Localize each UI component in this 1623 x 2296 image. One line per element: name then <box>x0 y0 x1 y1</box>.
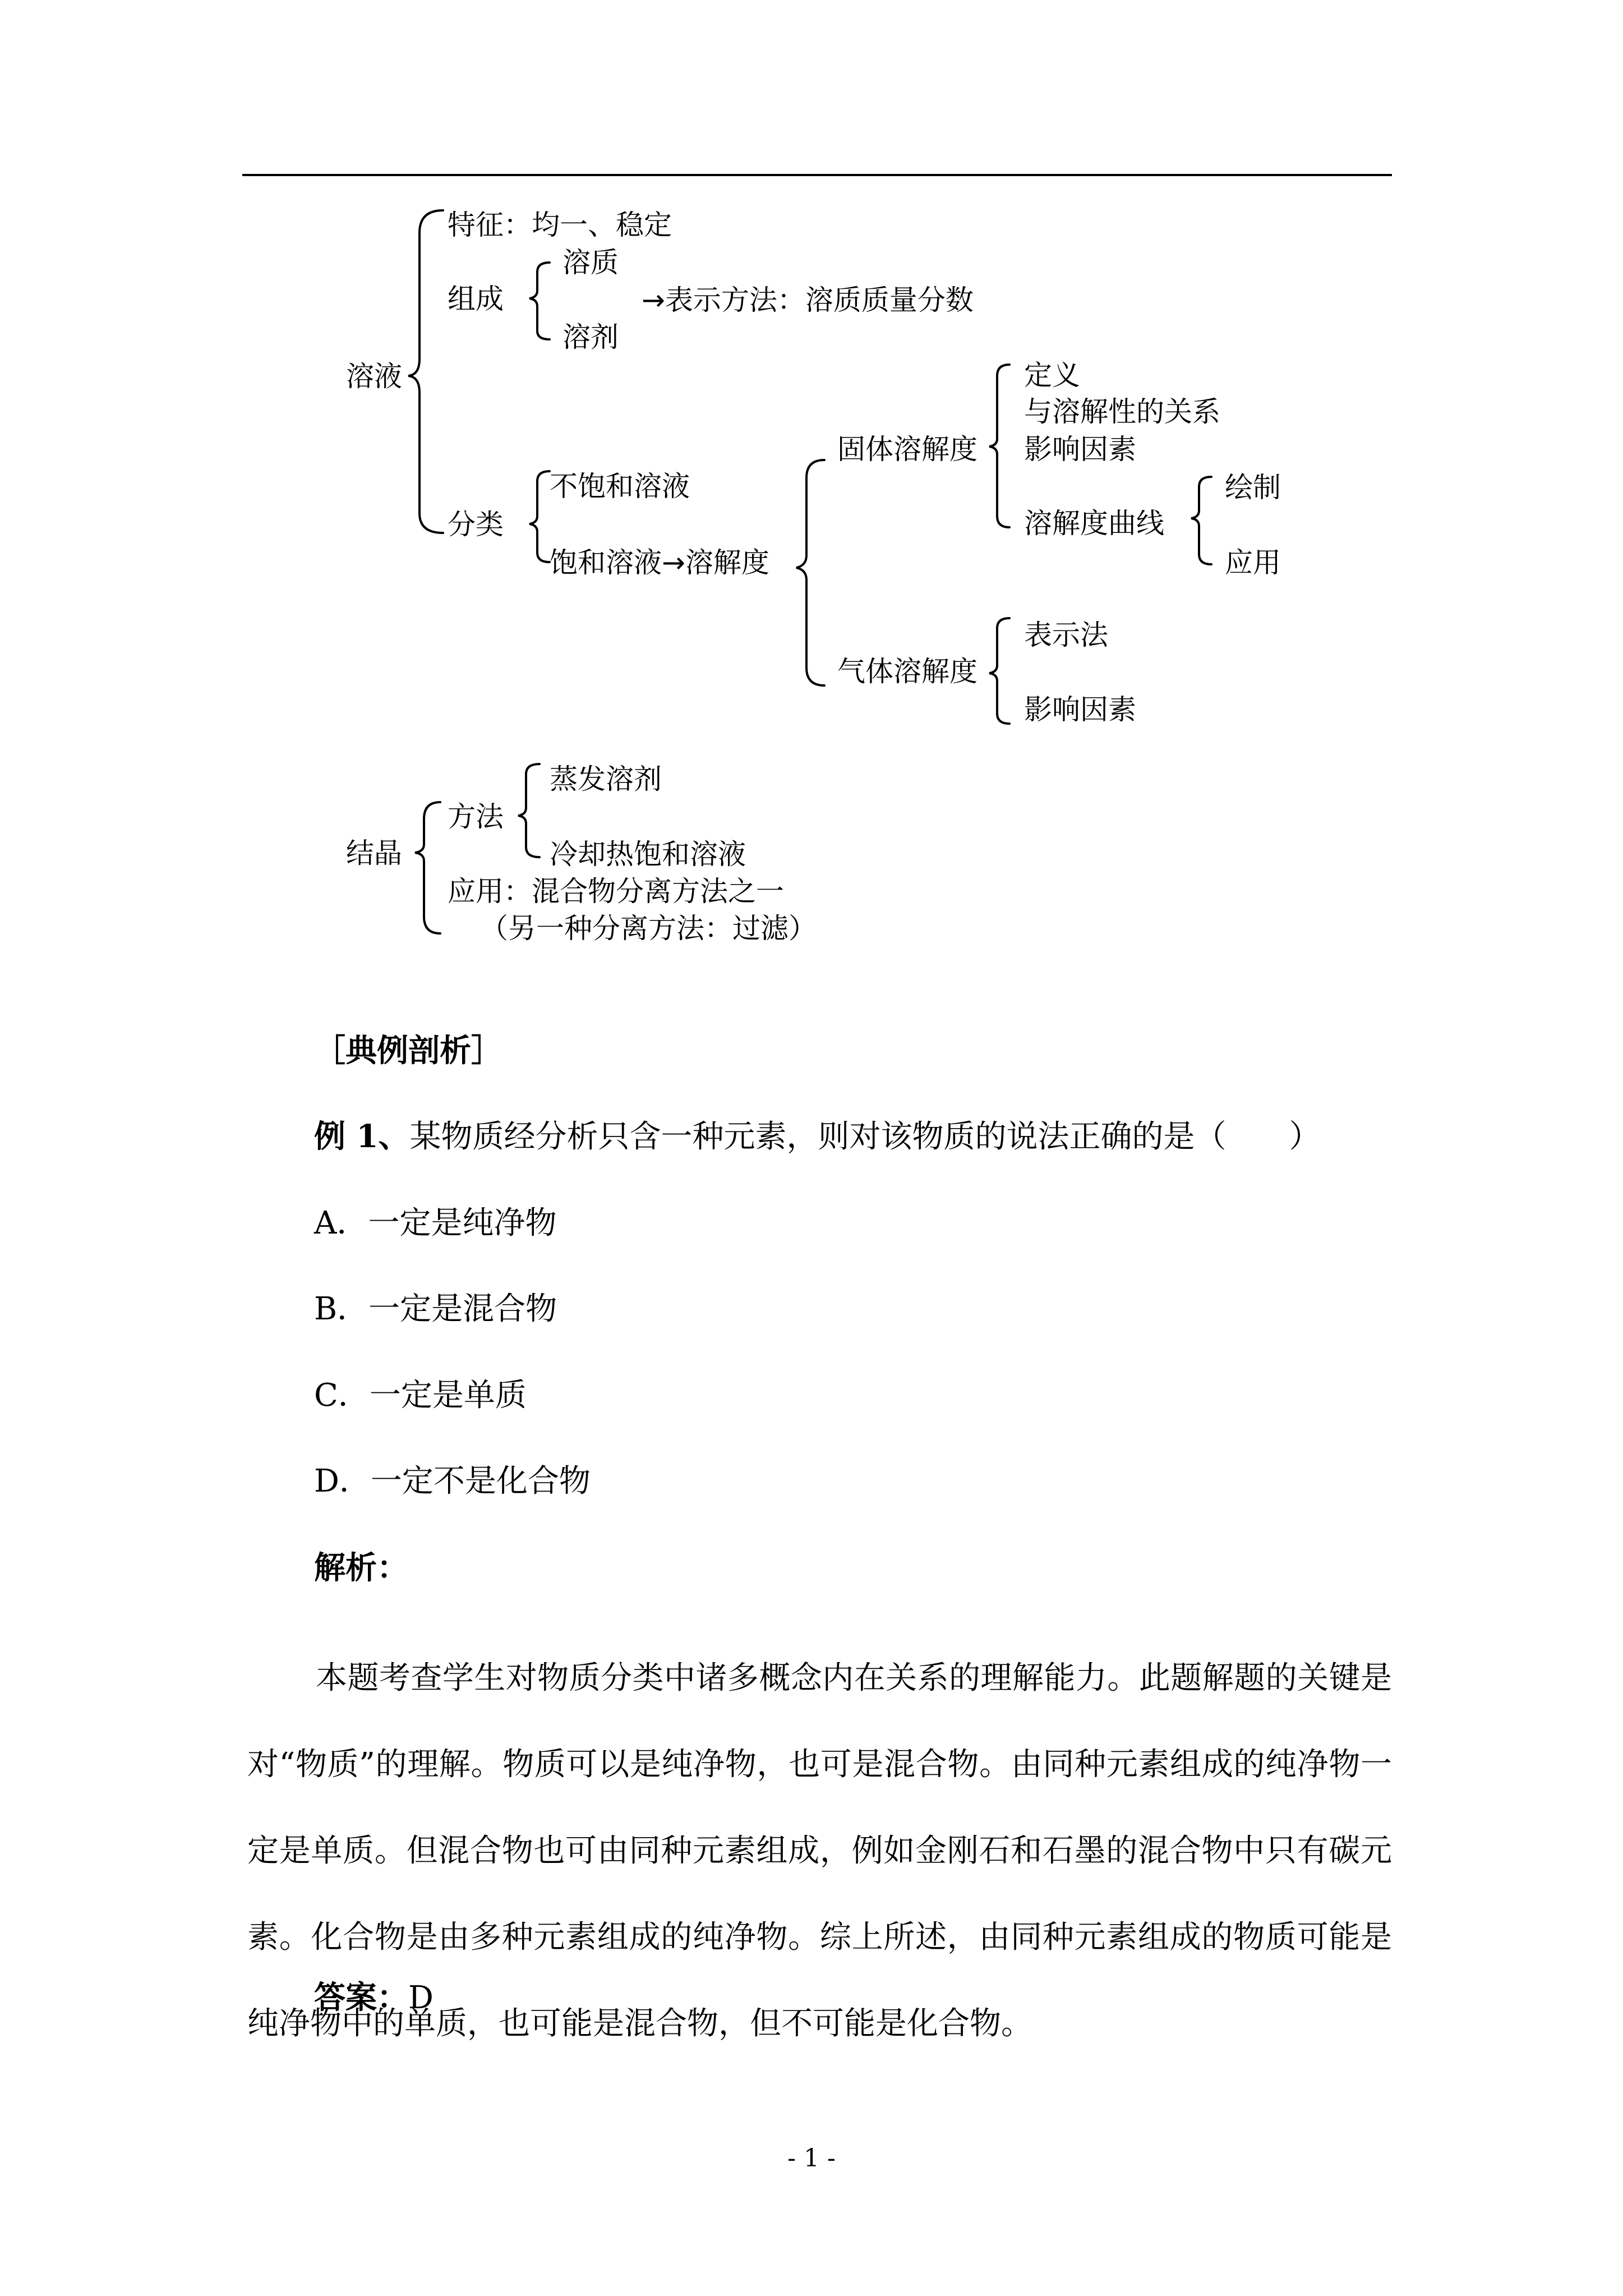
node-zucheng: 组成 <box>448 283 504 315</box>
brace-fenlei <box>529 471 550 562</box>
option-a: A．一定是纯净物 <box>314 1205 557 1241</box>
node-biaoshi: →表示方法：溶质质量分数 <box>642 284 974 316</box>
brace-zucheng <box>529 263 550 339</box>
question-text: 某物质经分析只含一种元素，则对该物质的说法正确的是（ ） <box>409 1119 1321 1155</box>
node-fangfa: 方法 <box>448 800 504 833</box>
node-rongzhi: 溶质 <box>562 246 619 279</box>
node-baohe: 饱和溶液→溶解度 <box>550 546 769 579</box>
option-c: C．一定是单质 <box>314 1377 527 1414</box>
node-quxian: 溶解度曲线 <box>1024 507 1164 540</box>
node-fenlei: 分类 <box>448 508 504 541</box>
brace-guti <box>989 365 1009 527</box>
node-biaoshifa: 表示法 <box>1024 619 1108 651</box>
brace-quxian <box>1191 477 1211 564</box>
node-rongji: 溶剂 <box>562 321 619 353</box>
node-lingyi: （另一种分离方法：过滤） <box>480 912 817 945</box>
node-jiejing: 结晶 <box>346 837 402 869</box>
brace-rongye <box>408 210 443 533</box>
node-yingyong2: 应用：混合物分离方法之一 <box>448 875 784 908</box>
node-lengque: 冷却热饱和溶液 <box>550 838 746 871</box>
analysis-paragraph: 本题考查学生对物质分类中诸多概念内在关系的理解能力。此题解题的关键是对“物质”的理解。物质可以是纯净物，也可是混合物。由同种元素组成的纯净物一定是单质。但混合物也可由同种元素组成，例如金刚石和石墨的混合物中只有碳元素。化合物是由多种元素组成的纯净物。综上所述，由同种元素组成的物质可能是纯净物中的单质，也可能是混合物，但不可能是化合物。 <box>247 1660 1392 2042</box>
analysis-label: 解析： <box>314 1549 408 1586</box>
node-tezheng: 特征：均一、稳定 <box>448 209 672 241</box>
option-b: B．一定是混合物 <box>314 1291 557 1327</box>
node-yingyong1: 应用 <box>1225 546 1281 579</box>
question-1 <box>314 1118 1321 1155</box>
node-yingxiang1: 影响因素 <box>1024 433 1136 466</box>
node-yingxiang2: 影响因素 <box>1024 693 1136 726</box>
node-qiti: 气体溶解度 <box>837 655 978 688</box>
brace-qiti <box>989 618 1009 724</box>
section-title: ［典例剖析］ <box>314 1032 502 1069</box>
brace-fangfa <box>518 764 540 857</box>
answer-line <box>314 1979 434 2016</box>
node-buboh: 不饱和溶液 <box>550 470 690 503</box>
question-label: 例 1、 <box>314 1118 410 1155</box>
option-d: D．一定不是化合物 <box>314 1463 591 1499</box>
node-guti: 固体溶解度 <box>837 433 978 466</box>
node-dingyi: 定义 <box>1024 359 1080 392</box>
node-huizhi: 绘制 <box>1225 471 1281 504</box>
node-zhengfa: 蒸发溶剂 <box>550 763 662 795</box>
node-yurongjie: 与溶解性的关系 <box>1024 395 1220 428</box>
brace-jiejing <box>415 802 440 933</box>
page-number: - 1 - <box>787 2144 836 2173</box>
answer-label: 答案： <box>314 1979 408 2016</box>
node-rongye: 溶液 <box>346 360 402 393</box>
answer-value: D <box>408 1980 434 2016</box>
brace-baohe <box>796 460 824 685</box>
